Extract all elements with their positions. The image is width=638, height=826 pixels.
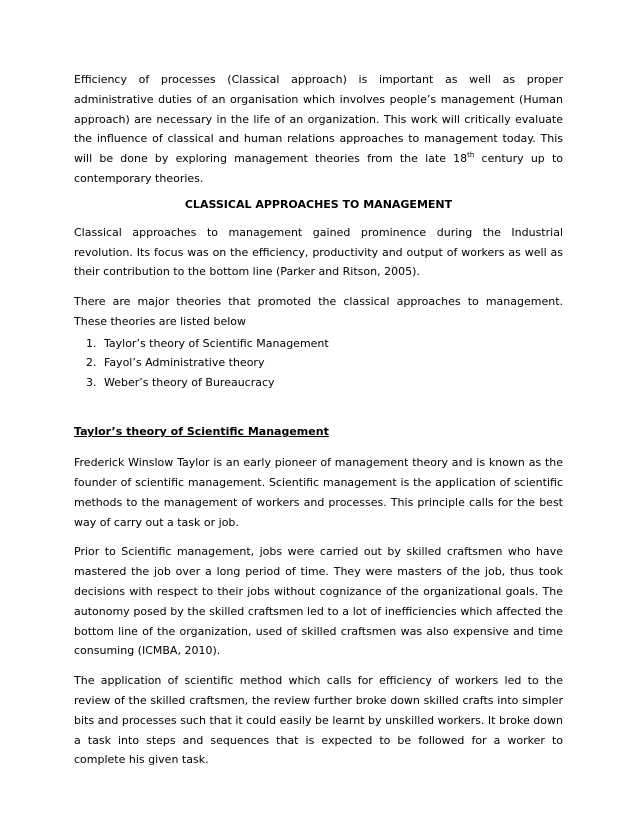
taylor-paragraph: Frederick Winslow Taylor is an early pioneer of management theory and is known as the founder of scientific management. Scientific management is the application of scientific methods to the management of workers and processes. This principle calls for the best way of carry out a task or job. bbox=[74, 456, 563, 529]
theories-list bbox=[74, 334, 563, 393]
taylor-paragraph: Prior to Scientific management, jobs were carried out by skilled craftsmen who have mastered the job over a long period of time. They were masters of the job, thus took decisions with respect to their jobs without cognizance of the organizational goals. The autonomy posed by the skilled craftsmen led to a lot of inefficiencies which affected the bottom line of the organization, used of skilled craftsmen was also expensive and time consuming (ICMBA, 2010). bbox=[74, 545, 563, 658]
theories-intro-paragraph: There are major theories that promoted the classical approaches to management. These theories are listed below bbox=[74, 295, 563, 328]
list-item: 3. Weber’s theory of Bureaucracy bbox=[100, 373, 563, 393]
intro-text-end: century up to contemporary theories. bbox=[74, 152, 563, 185]
list-item: 1. Taylor’s theory of Scientific Management bbox=[100, 334, 563, 354]
taylor-paragraph: The application of scientific method which calls for efficiency of workers led to the review of the skilled craftsmen, the review further broke down skilled crafts into simpler bits and processes such that it could easily be learnt by unskilled workers. It broke down a task into steps and sequences that is expected to be followed for a worker to complete his given task. bbox=[74, 674, 563, 767]
theories-list-container bbox=[74, 334, 563, 393]
ordinal-superscript: th bbox=[467, 151, 475, 160]
intro-paragraph bbox=[74, 70, 563, 189]
list-item: 2. Fayol’s Administrative theory bbox=[100, 353, 563, 373]
intro-text: Efficiency of processes (Classical approach) is important as well as proper administrative duties of an organisation which involves people’s management (Human approach) are necessary in the life of an organization. This work will critically evaluate the influence of classical and human relations approaches to management today. This will be done by exploring management theories from the late 18 bbox=[74, 73, 563, 166]
taylor-section-heading: Taylor’s theory of Scientific Management bbox=[74, 425, 329, 439]
classical-paragraph: Classical approaches to management gained prominence during the Industrial revolution. Its focus was on the efficiency, productivity and output of workers as well as their contribution to the bottom line (Parker and Ritson, 2005). bbox=[74, 225, 563, 279]
classical-approaches-heading: CLASSICAL APPROACHES TO MANAGEMENT bbox=[184, 197, 453, 211]
document-body bbox=[74, 70, 563, 770]
